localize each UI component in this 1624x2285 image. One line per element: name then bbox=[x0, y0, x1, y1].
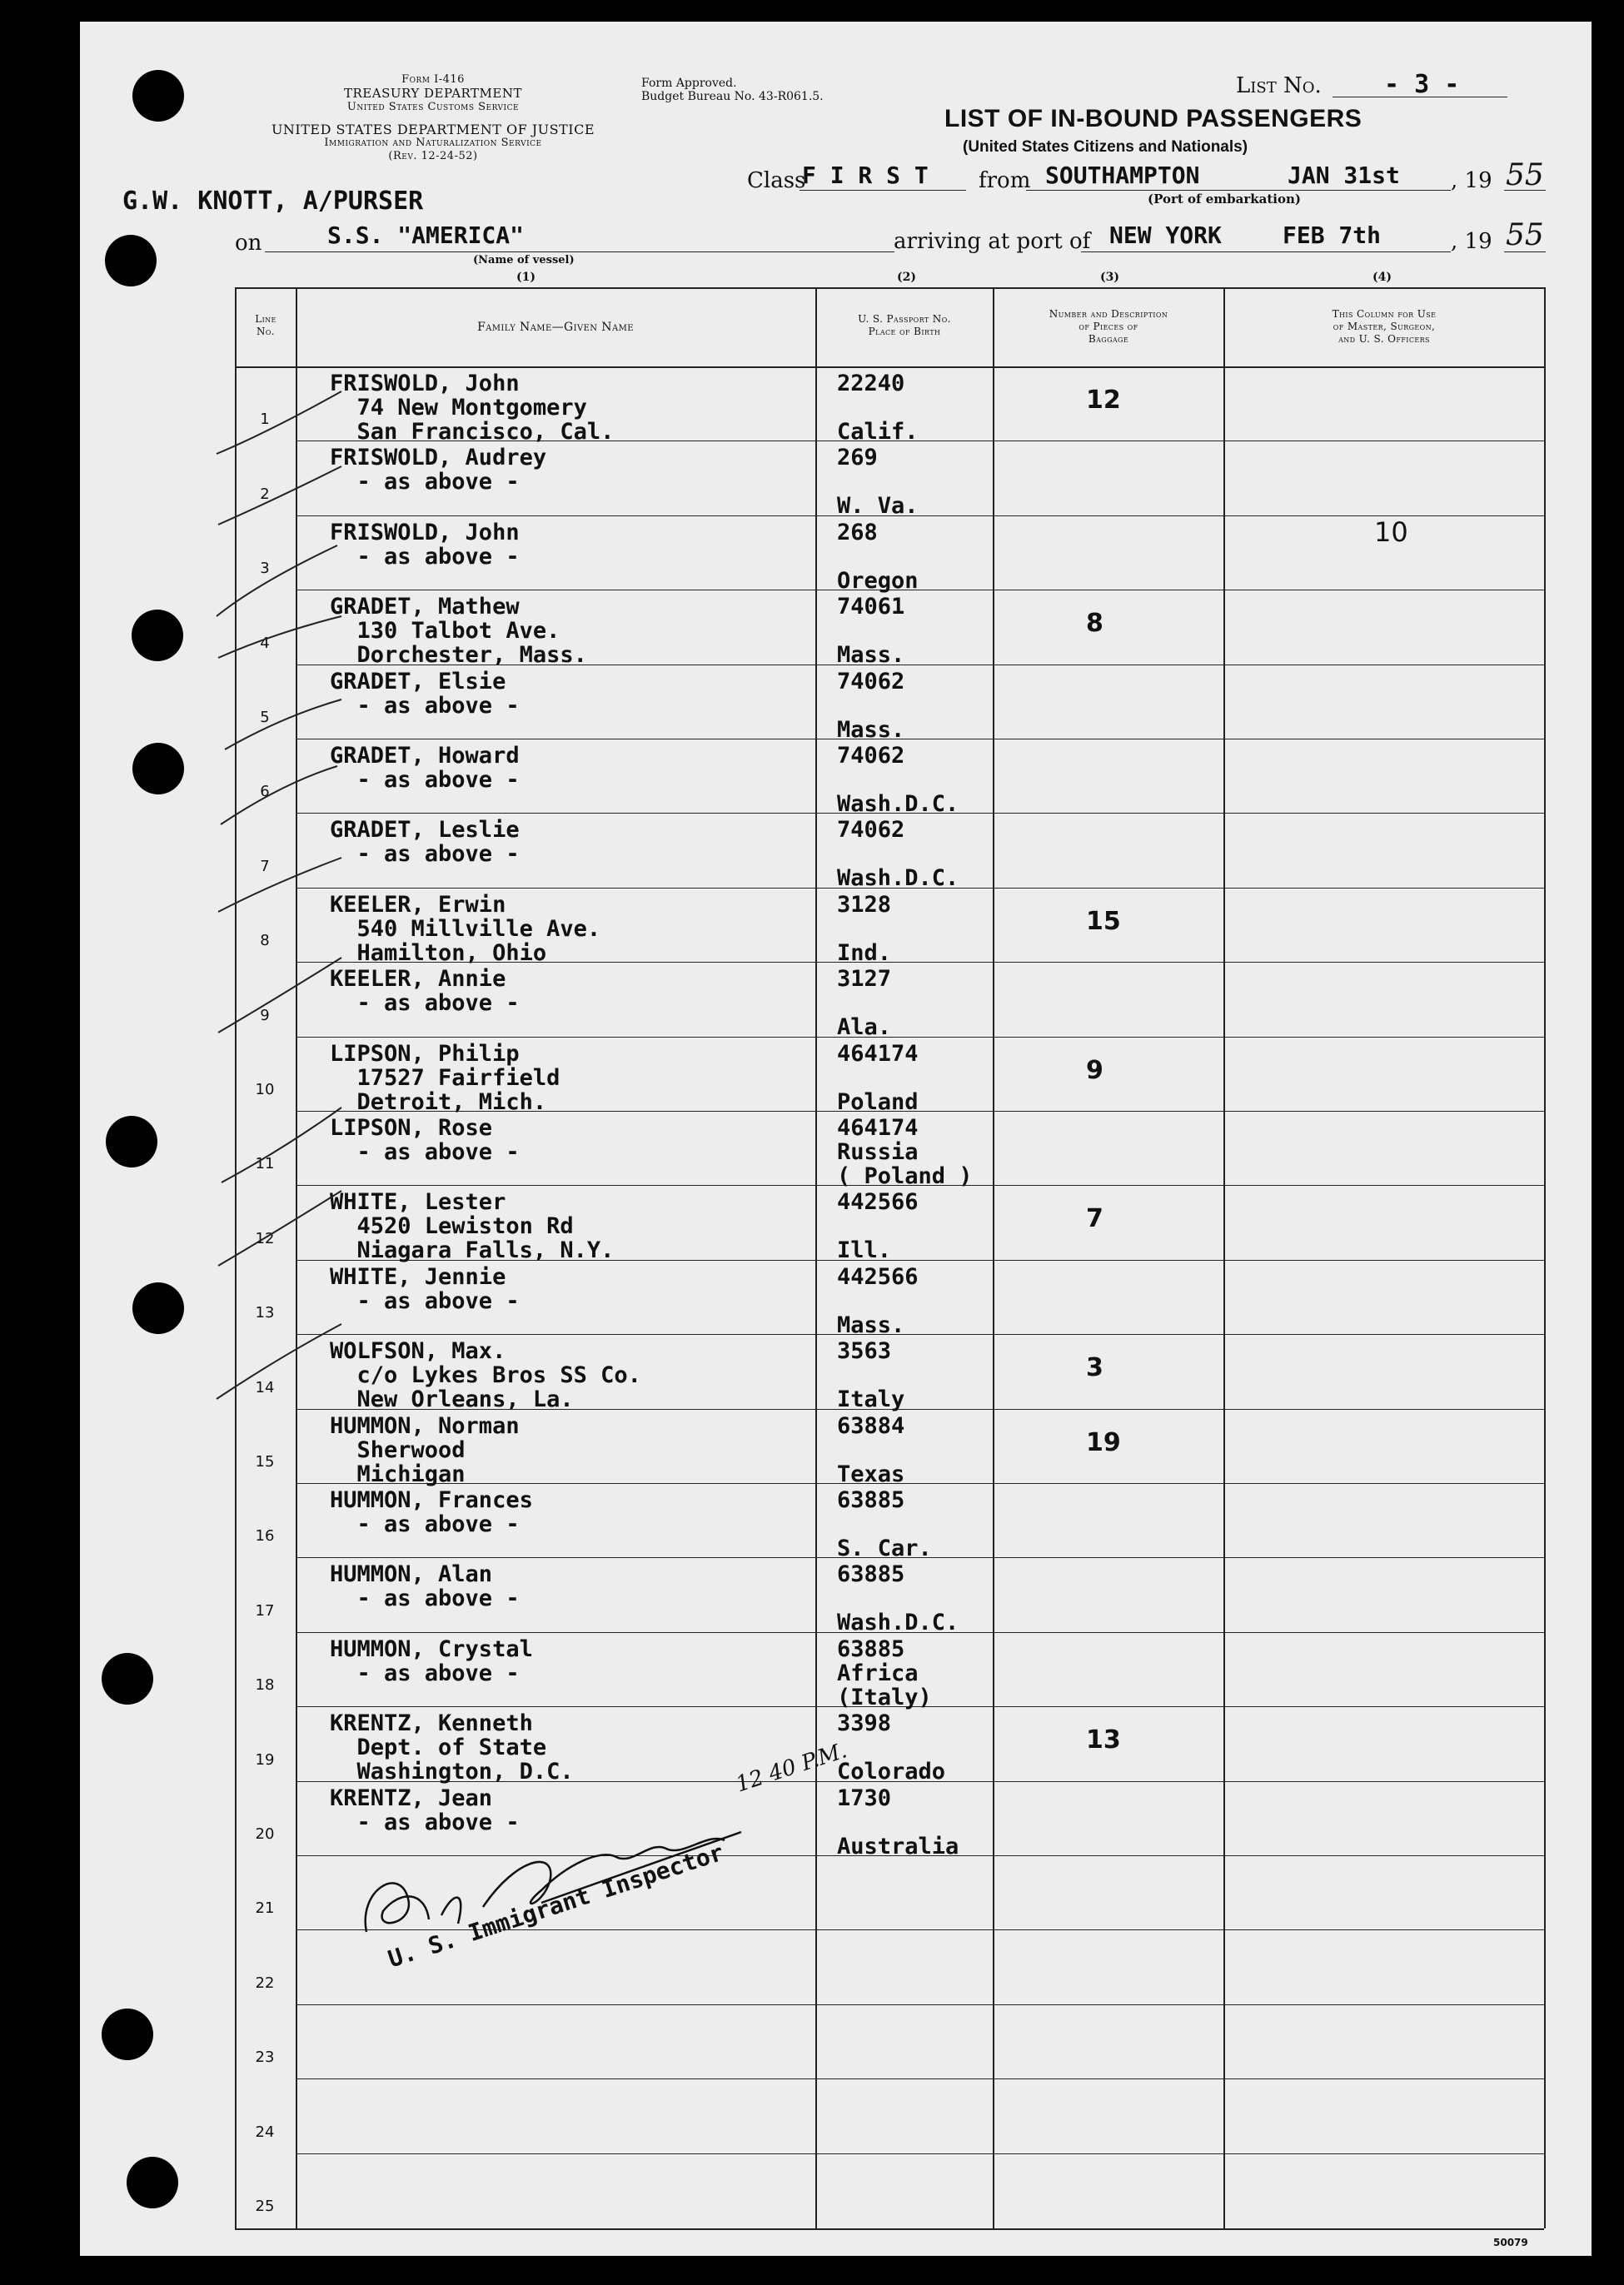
passenger-name: GRADET, Elsie - as above - bbox=[330, 668, 520, 719]
passport-and-birthplace: 464174 Poland bbox=[837, 1040, 919, 1115]
passport-and-birthplace: 269 W. Va. bbox=[837, 445, 919, 520]
line-number: 19 bbox=[255, 1750, 275, 1769]
from-label: from bbox=[979, 168, 1031, 193]
binder-hole bbox=[102, 2009, 153, 2060]
on-label: on bbox=[235, 231, 262, 256]
baggage-count: 9 bbox=[1086, 1055, 1103, 1085]
line-number: 21 bbox=[255, 1899, 275, 1918]
passenger-name: HUMMON, Alan - as above - bbox=[330, 1561, 520, 1612]
passport-and-birthplace: 74062 Mass. bbox=[837, 668, 905, 743]
passport-and-birthplace: 74062 Wash.D.C. bbox=[837, 743, 959, 817]
passport-and-birthplace: 63885 S. Car. bbox=[837, 1487, 932, 1561]
line-number: 8 bbox=[260, 932, 270, 950]
list-no-value: - 3 - bbox=[1384, 70, 1460, 99]
officer-note: 10 bbox=[1374, 515, 1408, 548]
passport-and-birthplace: 442566 Ill. bbox=[837, 1189, 919, 1264]
line-number: 15 bbox=[255, 1453, 275, 1471]
passenger-name: LIPSON, Philip 17527 Fairfield Detroit, Mich. bbox=[330, 1040, 560, 1115]
binder-hole bbox=[105, 235, 157, 286]
passport-and-birthplace: 3127 Ala. bbox=[837, 966, 892, 1041]
form-approved: Form Approved. bbox=[641, 77, 737, 90]
passport-and-birthplace: 3128 Ind. bbox=[837, 891, 892, 966]
check-marks bbox=[200, 366, 383, 1491]
passenger-name: FRISWOLD, Audrey - as above - bbox=[330, 445, 547, 495]
line-number: 23 bbox=[255, 2049, 275, 2067]
baggage-count: 13 bbox=[1086, 1725, 1121, 1755]
arrival-port: NEW YORK bbox=[1109, 222, 1222, 249]
from-port: SOUTHAMPTON bbox=[1045, 162, 1200, 189]
passenger-name: WHITE, Lester 4520 Lewiston Rd Niagara Falls, N.Y. bbox=[330, 1189, 615, 1264]
line-number: 12 bbox=[255, 1229, 275, 1247]
header-no: No. bbox=[256, 326, 276, 337]
binder-hole bbox=[132, 743, 184, 794]
passenger-name: WOLFSON, Max. c/o Lykes Bros SS Co. New Orleans, La. bbox=[330, 1338, 641, 1413]
port-of-embarkation-label: (Port of embarkation) bbox=[1148, 192, 1301, 207]
header-baggage-1: Number and Description bbox=[1049, 308, 1168, 320]
passport-and-birthplace: 63885 Wash.D.C. bbox=[837, 1561, 959, 1636]
header-baggage-2: of Pieces of bbox=[1079, 321, 1138, 332]
passenger-name: LIPSON, Rose - as above - bbox=[330, 1115, 520, 1165]
baggage-count: 15 bbox=[1086, 906, 1121, 936]
row-divider bbox=[296, 2078, 1544, 2079]
line-number: 16 bbox=[255, 1527, 275, 1546]
list-subtitle: (United States Citizens and Nationals) bbox=[963, 138, 1248, 156]
column-number-4: (4) bbox=[1372, 271, 1392, 284]
vessel-name: S.S. "AMERICA" bbox=[327, 222, 525, 249]
line-number: 3 bbox=[260, 560, 270, 578]
inspector-title: U. S. Immigrant Inspector bbox=[385, 1838, 728, 1974]
passport-and-birthplace: 63884 Texas bbox=[837, 1412, 905, 1487]
line-number: 22 bbox=[255, 1974, 275, 1992]
passport-and-birthplace: 464174 Russia ( Poland ) bbox=[837, 1115, 973, 1189]
passport-and-birthplace: 22240 Calif. bbox=[837, 371, 919, 445]
list-no-label: List No. bbox=[1236, 73, 1322, 98]
column-number-2: (2) bbox=[897, 271, 916, 284]
form-code: 50079 bbox=[1493, 2237, 1528, 2248]
form-number: Form I-416 bbox=[401, 73, 465, 86]
baggage-count: 8 bbox=[1086, 609, 1103, 639]
header-officers-1: This Column for Use bbox=[1332, 308, 1437, 320]
purser: G.W. KNOTT, A/PURSER bbox=[122, 187, 424, 216]
passport-and-birthplace: 74061 Mass. bbox=[837, 594, 905, 669]
passenger-name: HUMMON, Frances - as above - bbox=[330, 1487, 533, 1537]
row-divider bbox=[296, 515, 1544, 516]
passport-and-birthplace: 63885 Africa (Italy) bbox=[837, 1635, 932, 1710]
header-baggage-3: Baggage bbox=[1088, 333, 1129, 345]
passport-and-birthplace: 442566 Mass. bbox=[837, 1263, 919, 1338]
passenger-name: GRADET, Howard - as above - bbox=[330, 743, 520, 793]
ins-service: Immigration and Naturalization Service bbox=[324, 137, 542, 149]
line-number: 14 bbox=[255, 1378, 275, 1396]
header-officers-3: and U. S. Officers bbox=[1338, 333, 1430, 345]
binder-hole bbox=[106, 1116, 157, 1167]
line-number: 4 bbox=[260, 634, 270, 652]
baggage-count: 7 bbox=[1086, 1204, 1103, 1234]
binder-hole bbox=[132, 610, 183, 661]
line-number: 7 bbox=[260, 857, 270, 875]
arrival-year: 55 bbox=[1506, 218, 1544, 252]
line-number: 5 bbox=[260, 709, 270, 726]
line-number: 9 bbox=[260, 1006, 270, 1024]
row-divider bbox=[296, 1334, 1544, 1335]
binder-hole bbox=[102, 1653, 153, 1705]
from-year: 55 bbox=[1506, 158, 1544, 192]
list-title: LIST OF IN-BOUND PASSENGERS bbox=[944, 105, 1362, 132]
budget-bureau-no: Budget Bureau No. 43-R061.5. bbox=[641, 90, 824, 103]
column-number-3: (3) bbox=[1100, 271, 1119, 284]
class-value: F I R S T bbox=[802, 162, 929, 189]
from-year-prefix: , 19 bbox=[1451, 168, 1492, 193]
line-number: 13 bbox=[255, 1304, 275, 1322]
line-number: 1 bbox=[260, 411, 270, 429]
passport-and-birthplace: 3398 Colorado bbox=[837, 1710, 946, 1785]
passenger-name: FRISWOLD, John 74 New Montgomery San Francisco, Cal. bbox=[330, 371, 615, 445]
justice-dept: UNITED STATES DEPARTMENT OF JUSTICE bbox=[271, 122, 595, 137]
treasury-dept: TREASURY DEPARTMENT bbox=[344, 86, 522, 101]
baggage-count: 3 bbox=[1086, 1353, 1103, 1383]
line-number: 10 bbox=[255, 1081, 275, 1098]
arrival-date: FEB 7th bbox=[1283, 222, 1382, 249]
passenger-name: GRADET, Leslie - as above - bbox=[330, 817, 520, 868]
line-number: 2 bbox=[260, 485, 270, 503]
header-family-name: Family Name—Given Name bbox=[477, 321, 634, 334]
passenger-name: FRISWOLD, John - as above - bbox=[330, 519, 520, 570]
line-number: 18 bbox=[255, 1676, 275, 1695]
passenger-name: GRADET, Mathew 130 Talbot Ave. Dorchester, Mass. bbox=[330, 594, 587, 669]
line-number: 6 bbox=[260, 783, 270, 801]
passport-and-birthplace: 1730 Australia bbox=[837, 1785, 959, 1859]
inspector-time: 12 40 P.M. bbox=[733, 1738, 850, 1798]
passenger-name: KEELER, Annie - as above - bbox=[330, 966, 520, 1017]
baggage-count: 12 bbox=[1086, 386, 1121, 415]
passenger-name: HUMMON, Crystal - as above - bbox=[330, 1635, 533, 1686]
line-number: 25 bbox=[255, 2198, 275, 2215]
header-passport-no: U. S. Passport No. bbox=[858, 313, 951, 325]
line-number: 11 bbox=[255, 1155, 275, 1173]
passport-and-birthplace: 3563 Italy bbox=[837, 1338, 905, 1413]
revision: (Rev. 12-24-52) bbox=[388, 150, 478, 162]
line-number: 24 bbox=[255, 2123, 275, 2141]
passport-and-birthplace: 74062 Wash.D.C. bbox=[837, 817, 959, 892]
vessel-label: (Name of vessel) bbox=[473, 254, 575, 266]
header-line: Line bbox=[255, 313, 276, 325]
column-number-1: (1) bbox=[516, 271, 536, 284]
row-divider bbox=[296, 2153, 1544, 2154]
passenger-name: KRENTZ, Kenneth Dept. of State Washington, D.C. bbox=[330, 1710, 574, 1785]
binder-hole bbox=[132, 1282, 184, 1334]
binder-hole bbox=[132, 70, 184, 122]
customs-service: United States Customs Service bbox=[346, 101, 520, 113]
passenger-name: KRENTZ, Jean - as above - bbox=[330, 1785, 520, 1835]
header-place-of-birth: Place of Birth bbox=[868, 326, 941, 337]
header-officers-2: of Master, Surgeon, bbox=[1333, 321, 1436, 332]
baggage-count: 19 bbox=[1086, 1427, 1121, 1457]
binder-hole bbox=[127, 2157, 178, 2208]
arrival-year-prefix: , 19 bbox=[1451, 229, 1492, 254]
arriving-label: arriving at port of bbox=[894, 229, 1091, 254]
line-number: 17 bbox=[255, 1601, 275, 1620]
row-divider bbox=[296, 2004, 1544, 2005]
row-divider bbox=[296, 1037, 1544, 1038]
passenger-name: KEELER, Erwin 540 Millville Ave. Hamilton, Ohio bbox=[330, 891, 601, 966]
passport-and-birthplace: 268 Oregon bbox=[837, 519, 919, 594]
class-label: Class bbox=[747, 168, 806, 193]
passenger-name: HUMMON, Norman Sherwood Michigan bbox=[330, 1412, 520, 1487]
from-date: JAN 31st bbox=[1288, 162, 1400, 189]
line-number: 20 bbox=[255, 1825, 275, 1843]
passenger-name: WHITE, Jennie - as above - bbox=[330, 1263, 520, 1314]
